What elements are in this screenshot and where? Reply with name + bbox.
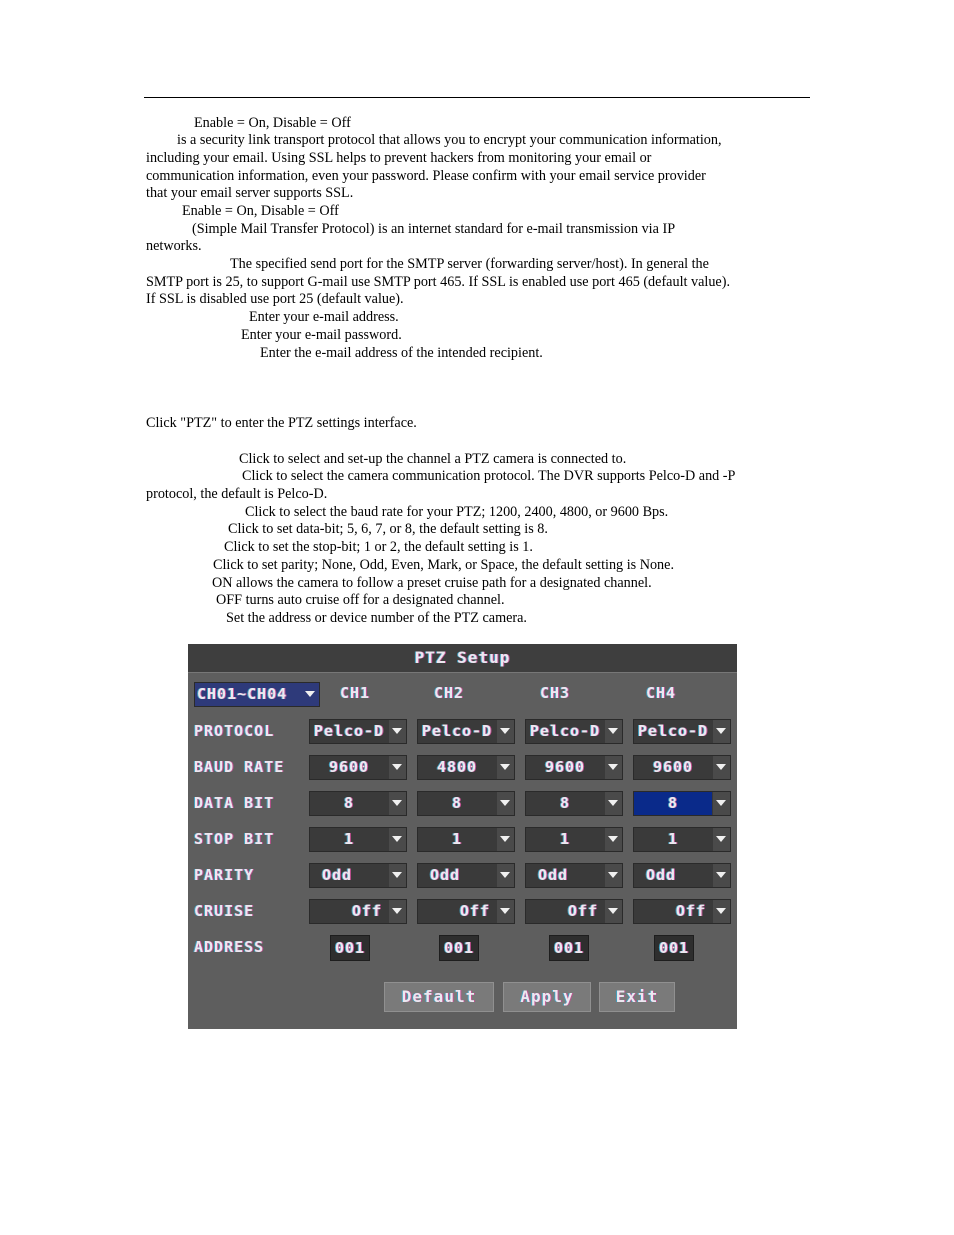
chevron-down-icon [713,720,730,743]
protocol-select-ch2[interactable] [417,719,515,744]
chevron-down-icon [497,756,514,779]
channel-header-ch1: CH1 [340,684,371,702]
chevron-down-icon [605,792,622,815]
doc-line: If SSL is disabled use port 25 (default value). [146,291,404,307]
databit-value: 8 [559,794,571,812]
doc-line: protocol, the default is Pelco-D. [146,486,328,502]
doc-line: Set the address or device number of the PTZ camera. [226,610,527,626]
chevron-down-icon [605,900,622,923]
chevron-down-icon [497,900,514,923]
cruise-select-ch4[interactable] [633,899,731,924]
parity-label: PARITY [194,866,255,884]
chevron-down-icon [713,792,730,815]
chevron-down-icon [389,720,406,743]
protocol-value: Pelco-D [313,722,385,740]
databit-select-ch1[interactable] [309,791,407,816]
parity-select-ch3[interactable] [525,863,623,888]
databit-value: 8 [451,794,463,812]
baud-select-ch3[interactable] [525,755,623,780]
baud-select-ch4[interactable] [633,755,731,780]
parity-value: Odd [322,866,353,884]
doc-line: Click to set the stop-bit; 1 or 2, the default setting is 1. [224,539,533,555]
databit-value: 8 [343,794,355,812]
doc-line: SMTP port is 25, to support G-mail use SMTP port 465. If SSL is enabled use port 465 (default value). [146,274,730,290]
parity-select-ch2[interactable] [417,863,515,888]
cruise-value: Off [351,902,382,920]
protocol-label: PROTOCOL [194,722,275,740]
address-input-ch3[interactable]: 001 [549,935,589,961]
cruise-label: CRUISE [194,902,255,920]
chevron-down-icon [389,828,406,851]
channel-header-ch3: CH3 [540,684,571,702]
header-rule [144,97,810,98]
cruise-value: Off [567,902,598,920]
chevron-down-icon [389,900,406,923]
apply-button[interactable]: Apply [503,982,591,1012]
stopbit-select-ch3[interactable] [525,827,623,852]
baud-select-ch2[interactable] [417,755,515,780]
doc-line: OFF turns auto cruise off for a designated channel. [216,592,505,608]
cruise-select-ch2[interactable] [417,899,515,924]
chevron-down-icon [713,864,730,887]
chevron-down-icon [497,720,514,743]
baud-value: 9600 [328,758,370,776]
parity-select-ch4[interactable] [633,863,731,888]
chevron-down-icon [605,864,622,887]
chevron-down-icon [713,828,730,851]
ptz-title: PTZ Setup [414,648,511,667]
chevron-down-icon [605,720,622,743]
doc-line: Enter your e-mail address. [249,309,399,325]
stop-bit-label: STOP BIT [194,830,275,848]
chevron-down-icon [713,900,730,923]
address-input-ch1[interactable]: 001 [330,935,370,961]
default-button[interactable]: Default [384,982,494,1012]
doc-line: Click to set parity; None, Odd, Even, Mark, or Space, the default setting is None. [213,557,674,573]
doc-line: Enable = On, Disable = Off [194,115,351,131]
doc-line: Enable = On, Disable = Off [182,203,339,219]
ptz-setup-screen [188,644,737,1029]
stopbit-value: 1 [343,830,355,848]
doc-line: (Simple Mail Transfer Protocol) is an internet standard for e-mail transmission via IP [192,221,676,237]
doc-line: Enter the e-mail address of the intended recipient. [260,345,543,361]
baud-select-ch1[interactable] [309,755,407,780]
chevron-down-icon [389,864,406,887]
stopbit-select-ch2[interactable] [417,827,515,852]
chevron-down-icon [497,828,514,851]
channel-header-ch4: CH4 [646,684,677,702]
doc-line: networks. [146,238,202,254]
chevron-down-icon [389,792,406,815]
stopbit-select-ch4[interactable] [633,827,731,852]
cruise-select-ch1[interactable] [309,899,407,924]
doc-line: that your email server supports SSL. [146,185,354,201]
exit-button[interactable]: Exit [599,982,675,1012]
baud-value: 9600 [652,758,694,776]
channel-header-ch2: CH2 [434,684,465,702]
parity-value: Odd [538,866,569,884]
parity-value: Odd [430,866,461,884]
stopbit-value: 1 [667,830,679,848]
protocol-select-ch1[interactable] [309,719,407,744]
doc-line: is a security link transport protocol that allows you to encrypt your communication information, [177,132,722,148]
doc-line: Click "PTZ" to enter the PTZ settings interface. [146,415,417,431]
protocol-select-ch4[interactable] [633,719,731,744]
doc-line: The specified send port for the SMTP server (forwarding server/host). In general the [230,256,709,272]
channel-range-select[interactable] [194,682,320,707]
parity-value: Odd [646,866,677,884]
stopbit-value: 1 [451,830,463,848]
parity-select-ch1[interactable] [309,863,407,888]
doc-line: Click to select the baud rate for your PTZ; 1200, 2400, 4800, or 9600 Bps. [245,504,669,520]
baud-value: 9600 [544,758,586,776]
doc-line: Click to set data-bit; 5, 6, 7, or 8, the default setting is 8. [228,521,548,537]
protocol-value: Pelco-D [529,722,601,740]
address-label: ADDRESS [194,938,265,956]
doc-line: communication information, even your password. Please confirm with your email service provider [146,168,706,184]
ptz-title-bar [188,644,737,673]
databit-select-ch2[interactable] [417,791,515,816]
chevron-down-icon [713,756,730,779]
chevron-down-icon [497,864,514,887]
chevron-down-icon [497,792,514,815]
databit-value-selected: 8 [634,792,712,815]
data-bit-label: DATA BIT [194,794,275,812]
databit-select-ch3[interactable] [525,791,623,816]
baud-rate-label: BAUD RATE [194,758,285,776]
chevron-down-icon [389,756,406,779]
stopbit-value: 1 [559,830,571,848]
cruise-value: Off [675,902,706,920]
cruise-select-ch3[interactable] [525,899,623,924]
protocol-value: Pelco-D [637,722,709,740]
cruise-value: Off [459,902,490,920]
channel-range-value: CH01~CH04 [197,685,288,703]
databit-select-ch4[interactable] [633,791,731,816]
protocol-value: Pelco-D [421,722,493,740]
doc-line: including your email. Using SSL helps to prevent hackers from monitoring your email or [146,150,652,166]
baud-value: 4800 [436,758,478,776]
chevron-down-icon [605,756,622,779]
doc-line: Click to select and set-up the channel a PTZ camera is connected to. [239,451,627,467]
doc-line: Enter your e-mail password. [241,327,402,343]
protocol-select-ch3[interactable] [525,719,623,744]
address-input-ch4[interactable]: 001 [654,935,694,961]
stopbit-select-ch1[interactable] [309,827,407,852]
chevron-down-icon [605,828,622,851]
doc-line: ON allows the camera to follow a preset cruise path for a designated channel. [212,575,652,591]
address-input-ch2[interactable]: 001 [439,935,479,961]
doc-line: Click to select the camera communication protocol. The DVR supports Pelco-D and -P [242,468,736,484]
chevron-down-icon [302,683,319,706]
